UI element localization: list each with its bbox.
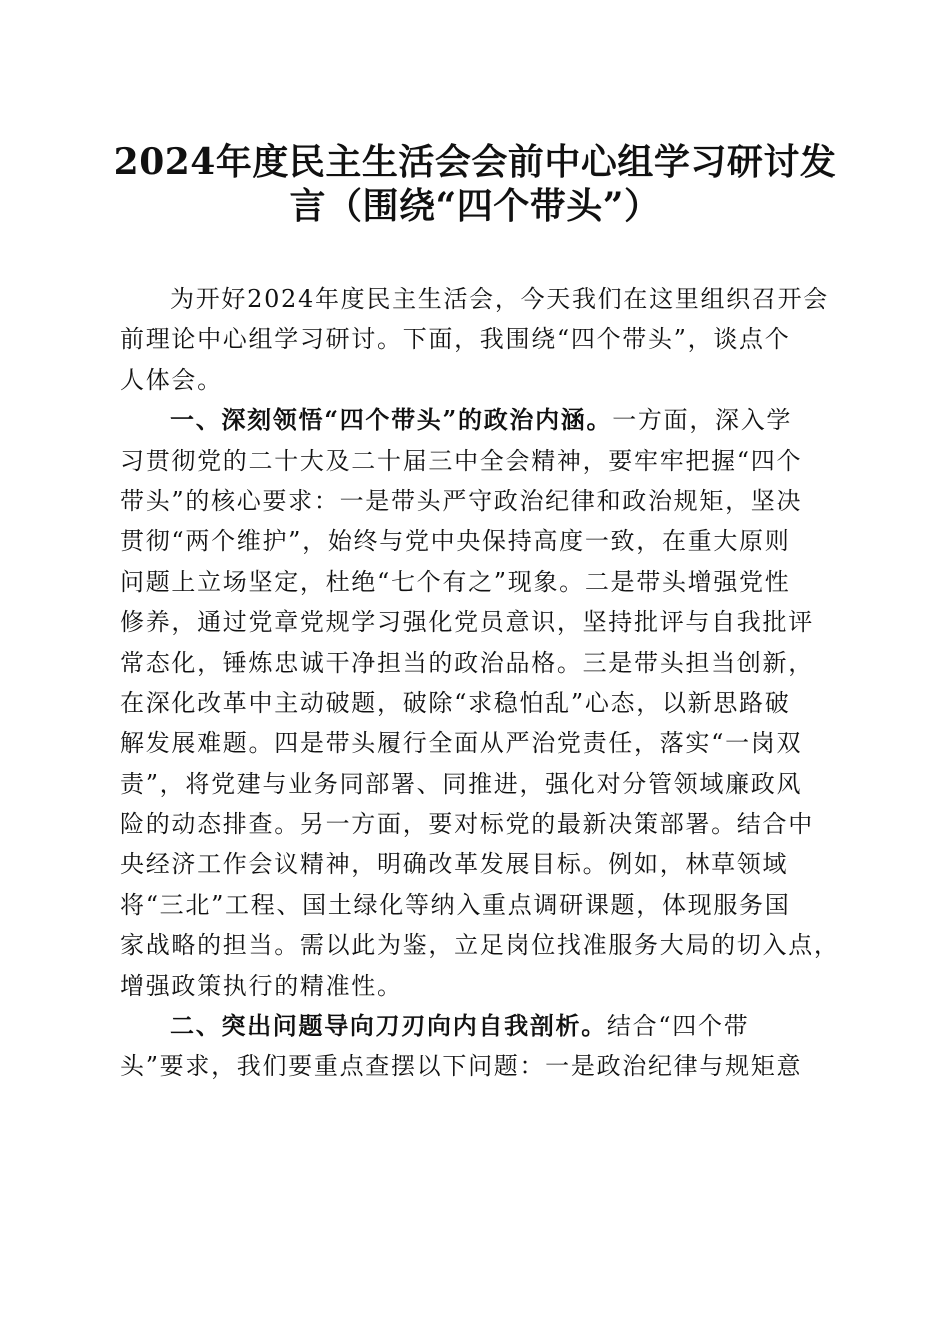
heading-rest-text: 一方面，深入学: [612, 406, 793, 435]
paragraph-line: 解发展难题。四是带头履行全面从严治党责任，落实“一岗双: [120, 729, 803, 758]
paragraph-line: 修养，通过党章党规学习强化党员意识，坚持批评与自我批评: [120, 608, 814, 637]
document-title: [100, 140, 850, 228]
document-body: [120, 279, 840, 1087]
paragraph-line: 增强政策执行的精准性。: [120, 971, 403, 1000]
paragraph-section-one: [120, 400, 840, 1006]
title-line-2: 言（围绕“四个带头”）: [289, 185, 661, 227]
paragraph-first-line: [120, 1006, 830, 1046]
paragraph-line: 头”要求，我们要重点查摆以下问题：一是政治纪律与规矩意: [120, 1052, 803, 1081]
paragraph-intro: [120, 279, 830, 400]
paragraph-line: 险的动态排查。另一方面，要对标党的最新决策部署。结合中: [120, 810, 814, 839]
paragraph-first-line: [120, 400, 830, 440]
section-heading: 二、突出问题导向刀刃向内自我剖析。: [170, 1011, 607, 1041]
paragraph-line: 习贯彻党的二十大及二十届三中全会精神，要牢牢把握“四个: [120, 446, 803, 475]
paragraph-line: 家战略的担当。需以此为鉴，立足岗位找准服务大局的切入点，: [120, 931, 840, 960]
paragraph-line: 问题上立场坚定，杜绝“七个有之”现象。二是带头增强党性: [120, 567, 791, 596]
paragraph-line: 常态化，锤炼忠诚干净担当的政治品格。三是带头担当创新，: [120, 648, 814, 677]
paragraph-line: 为开好2024年度民主生活会，今天我们在这里组织召开会: [170, 285, 829, 313]
paragraph-line: 人体会。: [120, 365, 223, 394]
title-line-1: 2024年度民主生活会会前中心组学习研讨发: [113, 141, 837, 183]
paragraph-section-two: [120, 1006, 830, 1087]
heading-rest-text: 结合“四个带: [606, 1012, 750, 1041]
paragraph-line: 将“三北”工程、国土绿化等纳入重点调研课题，体现服务国: [120, 890, 791, 919]
paragraph-line: 央经济工作会议精神，明确改革发展目标。例如，林草领域: [120, 850, 789, 879]
section-heading: 一、深刻领悟“四个带头”的政治内涵。: [170, 405, 613, 435]
paragraph-line: 责”，将党建与业务同部署、同推进，强化对分管领域廉政风: [120, 769, 803, 798]
paragraph-line: 在深化改革中主动破题，破除“求稳怕乱”心态，以新思路破: [120, 688, 791, 717]
paragraph-line: 贯彻“两个维护”，始终与党中央保持高度一致，在重大原则: [120, 527, 791, 556]
paragraph-line: 前理论中心组学习研讨。下面，我围绕“四个带头”，谈点个: [120, 325, 791, 354]
paragraph-line: 带头”的核心要求：一是带头严守政治纪律和政治规矩，坚决: [120, 486, 803, 515]
